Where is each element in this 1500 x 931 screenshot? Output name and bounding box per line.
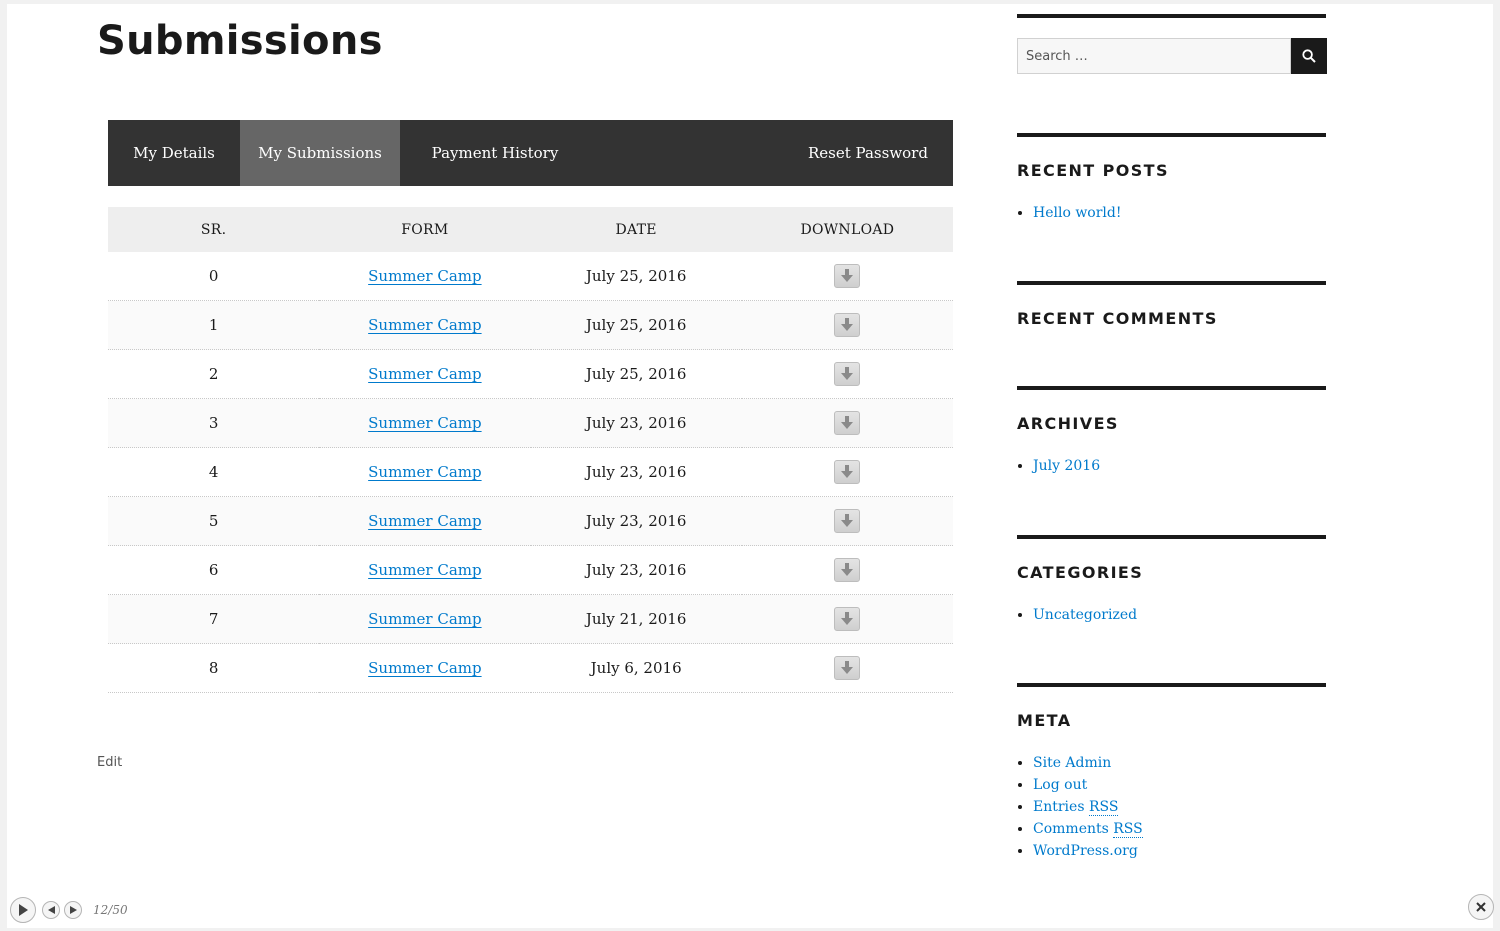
cell-date: July 25, 2016 <box>531 301 742 350</box>
account-tabs <box>108 120 953 186</box>
cell-download <box>742 497 953 546</box>
archives-widget <box>1017 386 1326 477</box>
cell-date: July 23, 2016 <box>531 546 742 595</box>
cell-sr: 2 <box>108 350 319 399</box>
search-widget-rule <box>1017 14 1326 18</box>
download-button[interactable] <box>834 264 860 288</box>
widget-title-recent-posts: RECENT POSTS <box>1017 161 1169 180</box>
download-button[interactable] <box>834 460 860 484</box>
table-row <box>108 448 953 497</box>
table-row <box>108 399 953 448</box>
cell-sr: 4 <box>108 448 319 497</box>
submissions-table <box>108 207 953 693</box>
archive-link[interactable]: July 2016 <box>1033 458 1101 474</box>
cell-sr: 8 <box>108 644 319 693</box>
download-button[interactable] <box>834 411 860 435</box>
form-link[interactable]: Summer Camp <box>368 267 482 285</box>
cell-date: July 23, 2016 <box>531 497 742 546</box>
list-item <box>1033 796 1326 818</box>
cell-sr: 6 <box>108 546 319 595</box>
form-link[interactable]: Summer Camp <box>368 561 482 579</box>
rss-abbr: RSS <box>1113 821 1143 837</box>
download-button[interactable] <box>834 509 860 533</box>
form-link[interactable]: Summer Camp <box>368 316 482 334</box>
download-arrow-icon <box>841 514 853 528</box>
search-button[interactable] <box>1291 38 1327 74</box>
form-link[interactable]: Summer Camp <box>368 610 482 628</box>
cell-download <box>742 644 953 693</box>
cell-download <box>742 350 953 399</box>
list-item <box>1033 774 1326 796</box>
download-arrow-icon <box>841 661 853 675</box>
cell-download <box>742 448 953 497</box>
wordpress-org-link[interactable]: WordPress.org <box>1033 843 1138 859</box>
recent-post-link[interactable]: Hello world! <box>1033 205 1122 221</box>
form-link[interactable]: Summer Camp <box>368 463 482 481</box>
cell-form <box>319 546 530 595</box>
list-item <box>1033 202 1326 224</box>
download-button[interactable] <box>834 362 860 386</box>
table-row <box>108 301 953 350</box>
cell-download <box>742 252 953 301</box>
cell-form <box>319 448 530 497</box>
cell-form <box>319 595 530 644</box>
table-row <box>108 546 953 595</box>
cell-download <box>742 399 953 448</box>
next-icon <box>70 906 77 914</box>
site-admin-link[interactable]: Site Admin <box>1033 755 1112 771</box>
cell-sr: 5 <box>108 497 319 546</box>
close-button[interactable] <box>1468 894 1494 920</box>
slide-counter: 12/50 <box>93 903 128 917</box>
cell-download <box>742 301 953 350</box>
cell-sr: 0 <box>108 252 319 301</box>
widget-title-meta: META <box>1017 711 1072 730</box>
cell-form <box>319 644 530 693</box>
download-button[interactable] <box>834 558 860 582</box>
cell-sr: 7 <box>108 595 319 644</box>
cell-date: July 6, 2016 <box>531 644 742 693</box>
column-header-form: FORM <box>319 207 530 252</box>
archives-list <box>1017 455 1326 477</box>
play-button[interactable] <box>10 897 36 923</box>
recent-posts-widget <box>1017 133 1326 224</box>
cell-download <box>742 546 953 595</box>
entries-label: Entries <box>1033 799 1085 815</box>
form-link[interactable]: Summer Camp <box>368 414 482 432</box>
tab-my-submissions[interactable]: My Submissions <box>240 120 400 186</box>
widget-title-categories: CATEGORIES <box>1017 563 1144 582</box>
tab-bar-spacer <box>590 120 783 186</box>
edit-link[interactable]: Edit <box>97 755 123 770</box>
rss-abbr: RSS <box>1088 799 1119 815</box>
tab-payment-history[interactable]: Payment History <box>431 144 559 162</box>
recent-posts-list <box>1017 202 1326 224</box>
cell-date: July 23, 2016 <box>531 448 742 497</box>
table-body <box>108 252 953 693</box>
download-arrow-icon <box>841 269 853 283</box>
table-row <box>108 644 953 693</box>
cell-date: July 23, 2016 <box>531 399 742 448</box>
recent-comments-widget <box>1017 281 1326 328</box>
cell-sr: 1 <box>108 301 319 350</box>
download-arrow-icon <box>841 416 853 430</box>
close-icon <box>1476 902 1486 912</box>
cell-form <box>319 497 530 546</box>
column-header-sr: SR. <box>108 207 319 252</box>
previous-button[interactable] <box>42 901 60 919</box>
cell-download <box>742 595 953 644</box>
tab-my-details[interactable]: My Details <box>133 144 215 162</box>
widget-title-recent-comments: RECENT COMMENTS <box>1017 309 1218 328</box>
download-arrow-icon <box>841 465 853 479</box>
download-arrow-icon <box>841 563 853 577</box>
list-item <box>1033 455 1326 477</box>
search-form <box>1017 38 1327 74</box>
cell-form <box>319 350 530 399</box>
table-row <box>108 252 953 301</box>
column-header-date: DATE <box>531 207 742 252</box>
page-title: Submissions <box>97 18 383 64</box>
cell-date: July 25, 2016 <box>531 252 742 301</box>
categories-list <box>1017 604 1326 626</box>
search-input[interactable] <box>1017 38 1291 74</box>
download-arrow-icon <box>841 612 853 626</box>
table-row <box>108 350 953 399</box>
cell-date: July 21, 2016 <box>531 595 742 644</box>
download-arrow-icon <box>841 367 853 381</box>
entries-rss-link[interactable] <box>1033 799 1118 816</box>
download-arrow-icon <box>841 318 853 332</box>
meta-widget <box>1017 683 1326 862</box>
download-button[interactable] <box>834 607 860 631</box>
table-row <box>108 497 953 546</box>
list-item <box>1033 604 1326 626</box>
log-out-link[interactable]: Log out <box>1033 777 1088 793</box>
column-header-download: DOWNLOAD <box>742 207 953 252</box>
comments-label: Comments <box>1033 821 1109 837</box>
widget-title-archives: ARCHIVES <box>1017 414 1119 433</box>
form-link[interactable]: Summer Camp <box>368 512 482 530</box>
form-link[interactable]: Summer Camp <box>368 365 482 383</box>
cell-date: July 25, 2016 <box>531 350 742 399</box>
cell-sr: 3 <box>108 399 319 448</box>
tab-reset-password[interactable]: Reset Password <box>808 144 928 162</box>
table-row <box>108 595 953 644</box>
list-item <box>1033 818 1326 840</box>
meta-list <box>1017 752 1326 862</box>
list-item <box>1033 752 1326 774</box>
search-icon <box>1302 49 1316 63</box>
category-link[interactable]: Uncategorized <box>1033 607 1138 623</box>
previous-icon <box>48 906 55 914</box>
form-link[interactable]: Summer Camp <box>368 659 482 677</box>
cell-form <box>319 252 530 301</box>
table-header-row <box>108 207 953 252</box>
cell-form <box>319 301 530 350</box>
download-button[interactable] <box>834 656 860 680</box>
comments-rss-link[interactable] <box>1033 821 1143 838</box>
list-item <box>1033 840 1326 862</box>
play-icon <box>18 904 28 916</box>
cell-form <box>319 399 530 448</box>
download-button[interactable] <box>834 313 860 337</box>
next-button[interactable] <box>64 901 82 919</box>
categories-widget <box>1017 535 1326 626</box>
